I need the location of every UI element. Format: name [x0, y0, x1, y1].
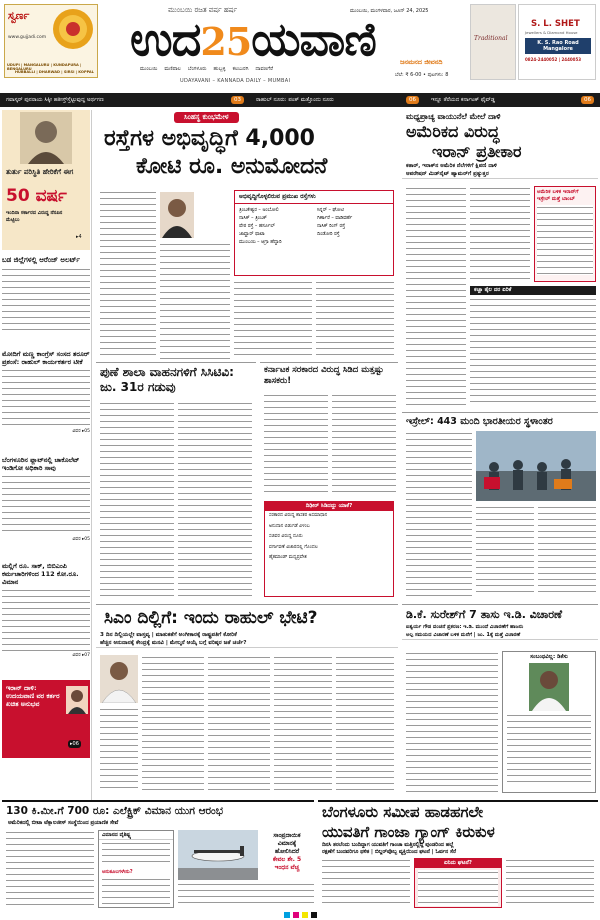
color-swatch [284, 912, 290, 918]
sl-shet-ad [518, 4, 596, 80]
ticker-num: 06 [581, 96, 594, 104]
brief-page: ವಿವರ ▸07 [72, 653, 90, 658]
sl-shet-phone: 0824-2440052 | 2440053 [525, 57, 582, 62]
color-swatch [293, 912, 299, 918]
iran-bullet: ಕತಾರ್, ಇರಾಕ್‌ನ ಅಮೆರಿಕ ನೆಲೆಗಳಿಗೆ ಕ್ಷಿಪಣಿ ದಾಳಿ [406, 163, 497, 169]
oil-box [470, 286, 596, 408]
iran-kicker: ಮಧ್ಯಪ್ರಾಚ್ಯ ವಾಯುನೆಲೆ ಮೇಲೆ ದಾಳಿ [406, 112, 501, 121]
city-tags [140, 66, 390, 72]
ticker-item[interactable] [425, 96, 600, 104]
color-swatch [311, 912, 317, 918]
price-pages: ಬೆಲೆ: ₹ 6-00 • ಪುಟಗಳು: 8 [395, 72, 449, 78]
traditional-ad [470, 4, 516, 80]
dk-sub1: ಐಶ್ವರ್ಯ ಗೌಡ ವಂಚನೆ ಪ್ರಕರಣ: ಇ.ಡಿ. ಮುಂದೆ ವಿಚಾರಣೆಗೆ ಹಾಜರು [406, 624, 524, 630]
dk-box-title: ಸಂಬಂಧವಿಲ್ಲ: ಡಿಕೆಸು [530, 654, 568, 660]
brief-title: ಬಡ ಜಿಲ್ಲೆಗಳಲ್ಲಿ ಆರೆಂಜ್ ಅಲರ್ಟ್ [2, 256, 81, 264]
ganja-gang-story [318, 800, 598, 908]
iran-headline-1[interactable]: ಅಮೆರಿಕದ ವಿರುದ್ಧ [406, 122, 500, 141]
brief-title: ಮಲ್ಲಿಗೆ ರೂ. ಸಾಕ್, ಬಿಬಿಎಂಪಿ ಕರ್ಮಚಾರಿಗಳಿಂದ 112 ಕೋ.ರೂ. ವಿಮಾನ [2, 562, 79, 586]
ganja-headline-1[interactable]: ಬೆಂಗಳೂರು ಸಮೀಪ ಹಾಡಹಗಲೇ [322, 803, 484, 821]
cm-body [142, 655, 204, 793]
plane-box2-title: ಅನುಕೂಲಗಳೇನು? [102, 869, 133, 875]
iran-body [406, 186, 466, 408]
cm-body [274, 655, 332, 793]
traditional-ad-brand: Traditional [474, 35, 508, 42]
plane-body [6, 830, 94, 908]
ganja-box-title: ಏನಿದು ಘಟನೆ? [415, 859, 501, 868]
lead-body-col [100, 190, 156, 360]
ticker-text: ಗವಾಸ್ಕರ್ ಪುನರಾಯ ಸಿಕ್ಕೀ ಹತೀಸ್ತ್‌ಸ್ತೆಟ್ಟುವುದ್ದ ಅರ್ಥಗಣ [6, 96, 104, 103]
ticker-num: 03 [231, 96, 244, 104]
dk-sub2: ಅಲ್ಪ ಸಮಯದ ವಿಚಾರಣೆ ಬಳಿಕ ಮನೆಗೆ | ಜು. 1ಕ್ಕೆ ಮತ್ತೆ ವಿಚಾರಣೆ [402, 632, 598, 641]
ganja-box [414, 858, 502, 908]
ticker-text: ಇನ್ನೂ ತೆರೆಯದ ಕರ್ನಾಟಕ್ ಫೈವ್‌ಡ್ಡ [431, 96, 495, 103]
karnataka-body [332, 393, 396, 497]
karnataka-box-item: ವರ್ಗಾವಣೆ ವಿಚಾರದಲ್ಲಿ ಗೊಂದಲ [269, 544, 318, 550]
ganja-box-body [418, 870, 498, 906]
plane-body [178, 882, 314, 908]
ganja-sub1: ದಿನಸಿ ತರಲೆಂದು ಬಂದಿದ್ದಾಗ ಯುವತಿಗೆ ಗಾಂಜಾ ಮತ್ತಿನಲ್ಲಿದ್ದ ಪುಂಡರಿಂದ ಹಲ್ಲೆ [322, 842, 454, 848]
pune-body [100, 401, 174, 597]
title-25-badge: 25 [200, 19, 252, 64]
karnataka-body [264, 393, 328, 497]
dk-box-body [507, 713, 591, 785]
road-item: ನಾಸಿಕ್ ರಿಂಗ್ ರಸ್ತೆ [317, 224, 346, 229]
pune-story [96, 362, 256, 600]
dk-body [406, 651, 498, 793]
roads-box-title: ಅಭಿವೃದ್ಧಿಗೊಳ್ಳಲಿರುವ ಪ್ರಮುಖ ರಸ್ತೆಗಳು [235, 191, 393, 204]
plane-sub: ಅಮೆರಿಕದಲ್ಲಿ ಬೀಟಾ ಟೆಕ್ನಾಲಜೀಸ್ ಸಂಸ್ಥೆಯಿಂದ ಪ್ರಯಾಣಿಕ ಸೇವೆ [8, 820, 119, 826]
ticker-text: ರಾಹುಲ್ ನೂರು: ಪಂತ್ ಮತ್ತೊಂದು ನೂರು [256, 96, 334, 103]
ticker-item[interactable] [250, 96, 425, 104]
title-part1: ಉದ [130, 12, 201, 66]
city-tag: ಮುಂಬಯಿ [140, 66, 158, 72]
cm-delhi-story [96, 604, 398, 796]
karnataka-box-item: ಸರಕಾರದ ವಿರುದ್ಧ ಶಾಸಕರ ಅಸಮಾಧಾನ [269, 513, 328, 518]
dk-headline[interactable]: ಡಿ.ಕೆ. ಸುರೇಶ್‌ಗೆ 7 ತಾಸು ಇ.ಡಿ. ವಿಚಾರಣೆ [406, 608, 563, 621]
sl-shet-sub: Jewellers & Diamond House [525, 30, 578, 35]
promo-page: ▸4 [76, 234, 82, 240]
city-tag: ದಾವಣಗೆರೆ [255, 66, 273, 72]
iran-body [470, 186, 530, 282]
oil-box-body [470, 297, 596, 405]
plane-caption-line: ಕೇವಲ ಶೇ. 5 [272, 856, 302, 863]
city-tag: ಬೆಂಗಳೂರು [187, 66, 207, 72]
lead-story [96, 110, 396, 360]
dk-suresh-story [402, 604, 598, 796]
karnataka-story [260, 362, 398, 600]
date-line: ಮುಂಬಯಿ, ಮಂಗಳವಾರ, ಜೂನ್ 24, 2025 [350, 8, 429, 14]
pune-headline[interactable]: ಪುಣೆ ಶಾಲಾ ವಾಹನಗಳಿಗೆ ಸಿಸಿಟಿವಿ: ಜು. 31ರ ಗಡುವು [100, 365, 234, 394]
lead-body-col [316, 280, 394, 360]
iran-promo[interactable] [2, 680, 90, 758]
israel-bomb-title: ಅಮೆರಿಕ ಬಳಿಕ ಇರಾನ್‌ಗೆ ಇಸ್ರೇಲ್ ಮತ್ತೆ ಬಾಂಬ್ [537, 189, 579, 202]
masthead-subtitle: UDAYAVANI – KANNADA DAILY – MUMBAI [180, 78, 291, 84]
city-tag: ಹುಬ್ಬಳ್ಳಿ [213, 66, 226, 72]
promo-sub: ಇಂದಿರಾ ಸರ್ಕಾರದ ವಿರುದ್ಧ ನೆನಪಿನ ಮೆಟ್ಟಿಲು [6, 210, 63, 223]
road-item: ತ್ರಿಂಬಕೇಶ್ವರ – ಅಂಬೋಲಿ [239, 208, 279, 213]
cm-body [208, 655, 270, 793]
plane-box-title: ವಿಮಾನದ ವೈಶಿಷ್ಟ್ಯ [99, 831, 173, 840]
plane-caption-line: ಇಂಧನ ವೆಚ್ಚ [274, 864, 300, 871]
left-ad-site: www.gujjadi.com [8, 35, 47, 40]
left-ad-branches: UDUPI | MANGALURU | KUNDAPURA | BENGALURU [7, 63, 82, 71]
brief[interactable] [2, 256, 90, 335]
dk-box [502, 651, 596, 793]
lead-body-col [160, 242, 230, 360]
brief[interactable] [2, 350, 90, 434]
sl-shet-name: S. L. SHET [531, 19, 580, 29]
brief-body [2, 368, 90, 428]
lead-headline-1[interactable]: ರಸ್ತೆಗಳ ಅಭಿವೃದ್ಧಿಗೆ 4,000 [104, 126, 315, 151]
iran-promo-page: ▸06 [70, 741, 79, 747]
iran-story [402, 110, 598, 410]
israel-bomb-body [537, 205, 593, 275]
pune-body [178, 401, 252, 597]
roads-box [234, 190, 394, 276]
iran-promo-text: ಇರಾನ್ ದಾಳಿ: ಉದಯವಾಣಿ ವರ ಕರ್ತರ ಖಚಿತ ಅನುಭವ [6, 684, 60, 708]
swarna-logo: ಸ್ವರ್ಣ [8, 9, 30, 22]
indira-portrait-icon [20, 112, 72, 164]
lead-headline-2[interactable]: ಕೋಟಿ ರೂ. ಅನುಮೋದನೆ [136, 154, 328, 179]
dk-suresh-photo-icon [529, 663, 569, 711]
karnataka-box [264, 501, 394, 597]
cm-body [336, 655, 394, 793]
cm-headline[interactable]: ಸಿಎಂ ದಿಲ್ಲಿಗೆ: ಇಂದು ರಾಹುಲ್ ಭೇಟಿ? [104, 608, 318, 628]
registration-strip [0, 910, 600, 920]
ganja-sub2: ರಕ್ಷಣೆಗೆ ಬಂದವರಿಗೂ ಥಳಿತ | ಬಿಲ್ಡರ್‌ವೊಬ್ಬ ವ್ಯಕ್ತಿಯಿಂದ ಘಟನೆ | ಓರ್ವನ ಸೆರೆ [322, 849, 457, 855]
israel-body [406, 431, 472, 597]
road-item: ಜಾವ್ಹಾರ್ ಫಾಟಾ [239, 232, 265, 237]
flower-ornament-icon [51, 7, 95, 51]
evacuees-photo-icon [476, 431, 596, 501]
fadnavis-photo-icon [160, 192, 194, 238]
electric-plane-photo-icon [178, 830, 258, 880]
siddaramaiah-photo-icon [100, 655, 138, 703]
ticker-bar [0, 93, 600, 107]
ganja-body [506, 858, 594, 908]
plane-headline[interactable]: 130 ಕಿ.ಮೀ.ಗೆ 700 ರೂ: ಎಲೆಕ್ಟ್ರಿಕ್ ವಿಮಾನ ಯುಗ ಆರಂಭ [6, 805, 223, 817]
promo-title: ತುರ್ತು ಪರಿಸ್ಥಿತಿ ಹೇರಿಕೆಗೆ ಈಗ [6, 168, 74, 176]
roads-list [235, 204, 393, 249]
brief[interactable] [2, 562, 90, 658]
brief-title: ಮೋದಿಗೆ ಮಣ್ಣ ಕಾಂಗ್ರೆಸ್ ಸಂಸದ ತರೂರ್ ಪ್ರಶಂಸೆ: ರಾಹುಲ್ ಕಾರ್ಯಕರ್ತರ ಟೀಕೆ [2, 350, 90, 366]
brief-page: ವಿವರ ▸05 [72, 537, 90, 542]
iran-headline-2[interactable]: ಇರಾನ್ ಪ್ರತೀಕಾರ [432, 142, 522, 161]
israel-evac-story [402, 412, 598, 600]
edition-line: ಮುಂಬಯಿ ರಜತ ವರ್ಷ ಹರ್ಷ [168, 6, 238, 14]
brief-title: ಬೆಂಗಳೂರಿನ ಫ್ಲಾಟ್‌ನಲ್ಲಿ ಚಾಕೊಲೆಟ್ ಇಂಡಿಗೋ ಅಧಿಕಾರಿ ಸಾವು [2, 456, 80, 472]
promo-big: 50 ವರ್ಷ [6, 186, 67, 206]
masthead-title [130, 14, 376, 64]
road-item: ಸಿನ್ನರ್ – ಘೋಟಿ [317, 208, 344, 213]
emergency-promo[interactable] [2, 110, 90, 250]
brief-body [2, 267, 90, 335]
road-item: ದಿಂಡೋರಿ ರಸ್ತೆ [317, 232, 340, 237]
tagline: ಜನಮನದ ಜೀವನದಿ [400, 58, 443, 66]
right-ad[interactable] [470, 4, 596, 82]
ganja-headline-2[interactable]: ಯುವತಿಗೆ ಗಾಂಜಾ ಗ್ಯಾಂಗ್ ಕಿರುಕುಳ [322, 823, 495, 841]
brief-page: ವಿವರ ▸05 [72, 429, 90, 434]
brief-body [2, 588, 90, 652]
israel-bomb-box [534, 186, 596, 282]
lead-body-col [234, 280, 312, 360]
reporter-photo-icon [66, 686, 88, 714]
karnataka-box-item: ಹೈಕಮಾಂಡ್ ಮಧ್ಯಪ್ರವೇಶ [269, 555, 307, 560]
electric-plane-story [2, 800, 314, 908]
plane-photo-caption [260, 832, 314, 872]
karnataka-box-item: ಸಚಿವರ ವಿರುದ್ಧ ದೂರು [269, 534, 303, 539]
karnataka-box-title: ದಿಢೀರ್ ಸಿಡಿದದ್ದು ಯಾಕೆ? [265, 502, 393, 511]
israel-body [476, 505, 534, 597]
city-tag: ಮಣಿಪಾಲ [164, 66, 181, 72]
ticker-item[interactable] [0, 96, 250, 104]
color-swatch [302, 912, 308, 918]
plane-caption-line: ವಿಮಾನಕ್ಕೆ [277, 840, 297, 847]
brief[interactable] [2, 456, 90, 542]
left-ad[interactable] [4, 4, 98, 78]
road-item: ನಾಸಿಕ್ – ತ್ರಿಂಬಕ್ [239, 216, 267, 221]
road-item: ಮುಂಬಯಿ – ಆಗ್ರಾ ಹೆದ್ದಾರಿ [239, 240, 282, 245]
karnataka-headline[interactable]: ಕರ್ನಾಟಕ ಸರಕಾರದ ವಿರುದ್ಧ ಸಿಡಿದ ಮತ್ತಷ್ಟು ಶಾಸಕರು! [264, 365, 384, 386]
cm-body [100, 707, 138, 793]
iran-bullet: ಆಪರೇಷನ್ ಮಿಡ್‌ನೈಟ್ ಹ್ಯಾಮರ್‌ಗೆ ಪ್ರತ್ಯುತ್ತರ [402, 170, 598, 179]
masthead [0, 0, 600, 92]
ganja-body [322, 858, 410, 908]
lead-kicker: ಸಿಂಹಸ್ಥ ಕುಂಭಮೇಳ [174, 112, 239, 123]
plane-caption-line: ಹೋಲಿಸಿದರೆ [274, 848, 300, 855]
brief-body [2, 474, 90, 536]
israel-headline[interactable]: ಇಸ್ರೇಲ್: 443 ಮಂದಿ ಭಾರತೀಯರ ಸ್ಥಳಾಂತರ [406, 416, 553, 427]
karnataka-box-item: ಅನುದಾನ ಬಿಡುಗಡೆ ವಿಳಂಬ [269, 523, 310, 529]
road-item: ಗಿರ್ಣಾರೆ – ವಾಡಿವರ್ಹೆ [317, 216, 353, 221]
plane-caption-line: ಸಾಂಪ್ರದಾಯಿಕ [273, 832, 301, 839]
cm-sub1: 3 ದಿನ ದಿಲ್ಲಿಯಲ್ಲೇ ವಾಸ್ತವ್ಯ | ಮಾತುಕತೆಗೆ ಅಂಗೀಕಾರಕ್ಕೆ ರಾಷ್ಟ್ರಪತಿಗೆ ಕೋರಿಕೆ [100, 632, 237, 638]
plane-box2-body [102, 877, 170, 907]
plane-box-body [102, 841, 170, 867]
israel-body [538, 505, 596, 597]
title-part2: ಯವಾಣಿ [251, 12, 376, 66]
plane-features-box [98, 830, 174, 908]
ticker-num: 06 [406, 96, 419, 104]
road-item: ಪೇಠ ರಸ್ತೆ – ಹರ್ಸೂಲ್ [239, 224, 275, 229]
left-column [2, 110, 92, 800]
city-tag: ಕಲಬುರಗಿ [232, 66, 249, 72]
left-ad-branches2: HUBBALLI | DHARWAD | SIRSI | KOPPAL [15, 70, 94, 74]
sl-shet-addr: K. S. Rao Road Mangalore [525, 38, 591, 54]
cm-sub2: ಹೆಚ್ಚಿನ ಅನುದಾನಕ್ಕೆ ಕೇಂದ್ರಕ್ಕೆ ಮನವಿ | ಮೇಲ್ಮನೆ ಆಯ್ಕೆ ಬಗ್ಗೆ ವರಿಷ್ಠರ ಜತೆ ಚರ್ಚೆ? [96, 639, 398, 648]
oil-box-title: ಕಚ್ಚಾ ತೈಲ ದರ ಏರಿಕೆ [470, 286, 596, 295]
